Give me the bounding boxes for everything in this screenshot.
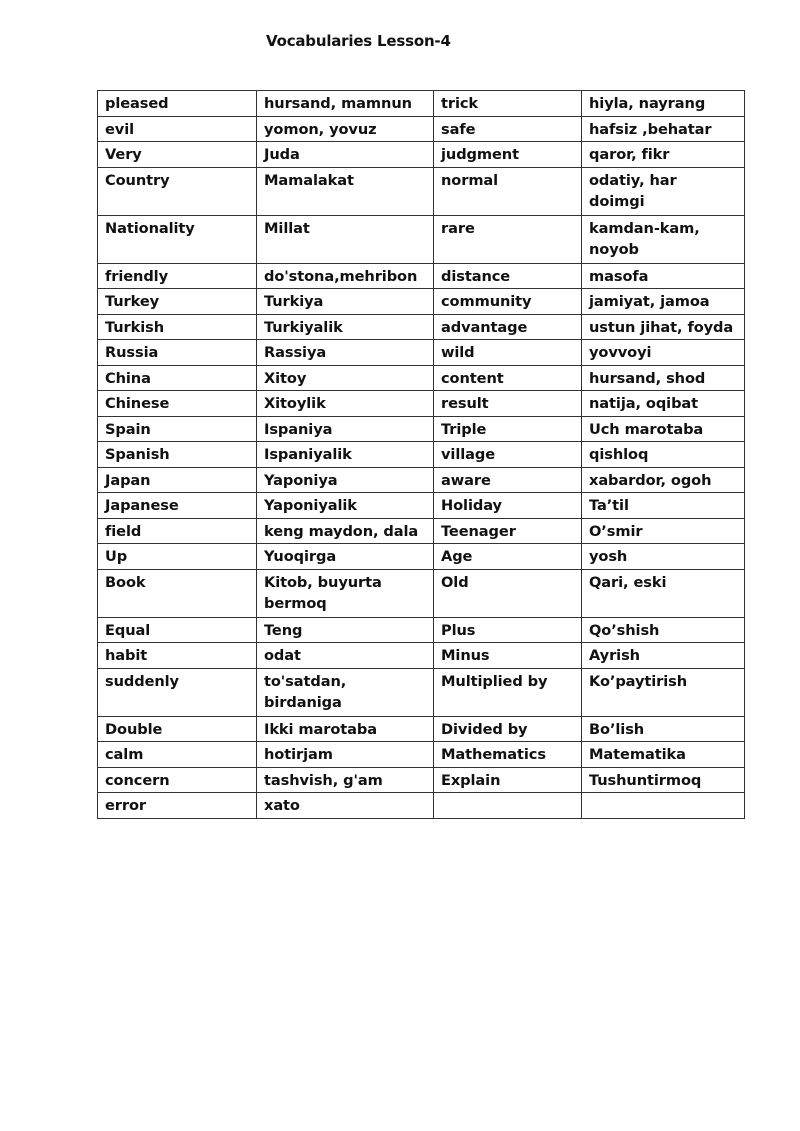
uzbek-translation-cell: Kitob, buyurta bermoq bbox=[257, 569, 434, 617]
uzbek-translation-cell: Xitoylik bbox=[257, 391, 434, 417]
english-word-cell: Explain bbox=[434, 767, 582, 793]
english-word-cell: distance bbox=[434, 263, 582, 289]
uzbek-translation-cell: hafsiz ,behatar bbox=[582, 116, 745, 142]
table-row bbox=[98, 518, 745, 544]
uzbek-translation-cell: keng maydon, dala bbox=[257, 518, 434, 544]
uzbek-translation-cell: Bo’lish bbox=[582, 716, 745, 742]
uzbek-translation-cell: O’smir bbox=[582, 518, 745, 544]
uzbek-translation-cell: Matematika bbox=[582, 742, 745, 768]
uzbek-translation-cell: Teng bbox=[257, 617, 434, 643]
uzbek-translation-cell: Ispaniya bbox=[257, 416, 434, 442]
uzbek-translation-cell: yosh bbox=[582, 544, 745, 570]
table-row bbox=[98, 793, 745, 819]
english-word-cell: result bbox=[434, 391, 582, 417]
english-word-cell: Spain bbox=[98, 416, 257, 442]
english-word-cell: village bbox=[434, 442, 582, 468]
english-word-cell: Book bbox=[98, 569, 257, 617]
uzbek-translation-cell: tashvish, g'am bbox=[257, 767, 434, 793]
english-word-cell: friendly bbox=[98, 263, 257, 289]
english-word-cell: Divided by bbox=[434, 716, 582, 742]
english-word-cell: Plus bbox=[434, 617, 582, 643]
uzbek-translation-cell: Yaponiya bbox=[257, 467, 434, 493]
uzbek-translation-cell: Turkiya bbox=[257, 289, 434, 315]
english-word-cell: error bbox=[98, 793, 257, 819]
uzbek-translation-cell: Ayrish bbox=[582, 643, 745, 669]
uzbek-translation-cell: Millat bbox=[257, 215, 434, 263]
english-word-cell: Spanish bbox=[98, 442, 257, 468]
table-row bbox=[98, 716, 745, 742]
table-row bbox=[98, 340, 745, 366]
english-word-cell: pleased bbox=[98, 91, 257, 117]
table-row bbox=[98, 167, 745, 215]
uzbek-translation-cell: Qari, eski bbox=[582, 569, 745, 617]
english-word-cell: Equal bbox=[98, 617, 257, 643]
english-word-cell: Old bbox=[434, 569, 582, 617]
uzbek-translation-cell: yovvoyi bbox=[582, 340, 745, 366]
uzbek-translation-cell: Tushuntirmoq bbox=[582, 767, 745, 793]
table-row bbox=[98, 365, 745, 391]
table-row bbox=[98, 493, 745, 519]
table-row bbox=[98, 289, 745, 315]
uzbek-translation-cell: odat bbox=[257, 643, 434, 669]
uzbek-translation-cell: Qo’shish bbox=[582, 617, 745, 643]
english-word-cell: Double bbox=[98, 716, 257, 742]
english-word-cell: Russia bbox=[98, 340, 257, 366]
table-row bbox=[98, 643, 745, 669]
uzbek-translation-cell: Ta’til bbox=[582, 493, 745, 519]
english-word-cell: Holiday bbox=[434, 493, 582, 519]
table-row bbox=[98, 442, 745, 468]
english-word-cell: aware bbox=[434, 467, 582, 493]
empty-cell bbox=[582, 793, 745, 819]
table-row bbox=[98, 767, 745, 793]
table-row bbox=[98, 569, 745, 617]
uzbek-translation-cell: Rassiya bbox=[257, 340, 434, 366]
uzbek-translation-cell: Yaponiyalik bbox=[257, 493, 434, 519]
table-row bbox=[98, 215, 745, 263]
english-word-cell: Turkey bbox=[98, 289, 257, 315]
uzbek-translation-cell: qishloq bbox=[582, 442, 745, 468]
english-word-cell: field bbox=[98, 518, 257, 544]
english-word-cell: habit bbox=[98, 643, 257, 669]
table-row bbox=[98, 668, 745, 716]
english-word-cell: trick bbox=[434, 91, 582, 117]
uzbek-translation-cell: hotirjam bbox=[257, 742, 434, 768]
table-row bbox=[98, 416, 745, 442]
uzbek-translation-cell: Yuoqirga bbox=[257, 544, 434, 570]
english-word-cell: Very bbox=[98, 142, 257, 168]
uzbek-translation-cell: yomon, yovuz bbox=[257, 116, 434, 142]
uzbek-translation-cell: Ko’paytirish bbox=[582, 668, 745, 716]
english-word-cell: evil bbox=[98, 116, 257, 142]
table-row bbox=[98, 314, 745, 340]
uzbek-translation-cell: Uch marotaba bbox=[582, 416, 745, 442]
table-row bbox=[98, 391, 745, 417]
english-word-cell: Up bbox=[98, 544, 257, 570]
english-word-cell: Age bbox=[434, 544, 582, 570]
english-word-cell: calm bbox=[98, 742, 257, 768]
uzbek-translation-cell: hursand, shod bbox=[582, 365, 745, 391]
english-word-cell: Multiplied by bbox=[434, 668, 582, 716]
uzbek-translation-cell: do'stona,mehribon bbox=[257, 263, 434, 289]
vocabulary-table bbox=[97, 90, 745, 819]
english-word-cell: Minus bbox=[434, 643, 582, 669]
english-word-cell: China bbox=[98, 365, 257, 391]
table-row bbox=[98, 91, 745, 117]
english-word-cell: Japanese bbox=[98, 493, 257, 519]
uzbek-translation-cell: Juda bbox=[257, 142, 434, 168]
uzbek-translation-cell: Ikki marotaba bbox=[257, 716, 434, 742]
english-word-cell: wild bbox=[434, 340, 582, 366]
uzbek-translation-cell: jamiyat, jamoa bbox=[582, 289, 745, 315]
table-row bbox=[98, 142, 745, 168]
uzbek-translation-cell: Turkiyalik bbox=[257, 314, 434, 340]
english-word-cell: Teenager bbox=[434, 518, 582, 544]
english-word-cell: Japan bbox=[98, 467, 257, 493]
uzbek-translation-cell: kamdan-kam, noyob bbox=[582, 215, 745, 263]
uzbek-translation-cell: Xitoy bbox=[257, 365, 434, 391]
english-word-cell: concern bbox=[98, 767, 257, 793]
uzbek-translation-cell: xato bbox=[257, 793, 434, 819]
english-word-cell: Turkish bbox=[98, 314, 257, 340]
empty-cell bbox=[434, 793, 582, 819]
english-word-cell: Chinese bbox=[98, 391, 257, 417]
english-word-cell: community bbox=[434, 289, 582, 315]
english-word-cell: rare bbox=[434, 215, 582, 263]
uzbek-translation-cell: odatiy, har doimgi bbox=[582, 167, 745, 215]
uzbek-translation-cell: xabardor, ogoh bbox=[582, 467, 745, 493]
english-word-cell: judgment bbox=[434, 142, 582, 168]
uzbek-translation-cell: to'satdan, birdaniga bbox=[257, 668, 434, 716]
english-word-cell: suddenly bbox=[98, 668, 257, 716]
english-word-cell: normal bbox=[434, 167, 582, 215]
english-word-cell: Nationality bbox=[98, 215, 257, 263]
uzbek-translation-cell: qaror, fikr bbox=[582, 142, 745, 168]
table-row bbox=[98, 544, 745, 570]
uzbek-translation-cell: hiyla, nayrang bbox=[582, 91, 745, 117]
english-word-cell: Country bbox=[98, 167, 257, 215]
table-row bbox=[98, 263, 745, 289]
english-word-cell: content bbox=[434, 365, 582, 391]
uzbek-translation-cell: ustun jihat, foyda bbox=[582, 314, 745, 340]
table-row bbox=[98, 617, 745, 643]
table-row bbox=[98, 116, 745, 142]
table-row bbox=[98, 467, 745, 493]
uzbek-translation-cell: masofa bbox=[582, 263, 745, 289]
table-row bbox=[98, 742, 745, 768]
uzbek-translation-cell: Mamalakat bbox=[257, 167, 434, 215]
english-word-cell: Mathematics bbox=[434, 742, 582, 768]
english-word-cell: advantage bbox=[434, 314, 582, 340]
uzbek-translation-cell: natija, oqibat bbox=[582, 391, 745, 417]
english-word-cell: safe bbox=[434, 116, 582, 142]
uzbek-translation-cell: hursand, mamnun bbox=[257, 91, 434, 117]
page-title: Vocabularies Lesson-4 bbox=[266, 32, 451, 50]
uzbek-translation-cell: Ispaniyalik bbox=[257, 442, 434, 468]
english-word-cell: Triple bbox=[434, 416, 582, 442]
